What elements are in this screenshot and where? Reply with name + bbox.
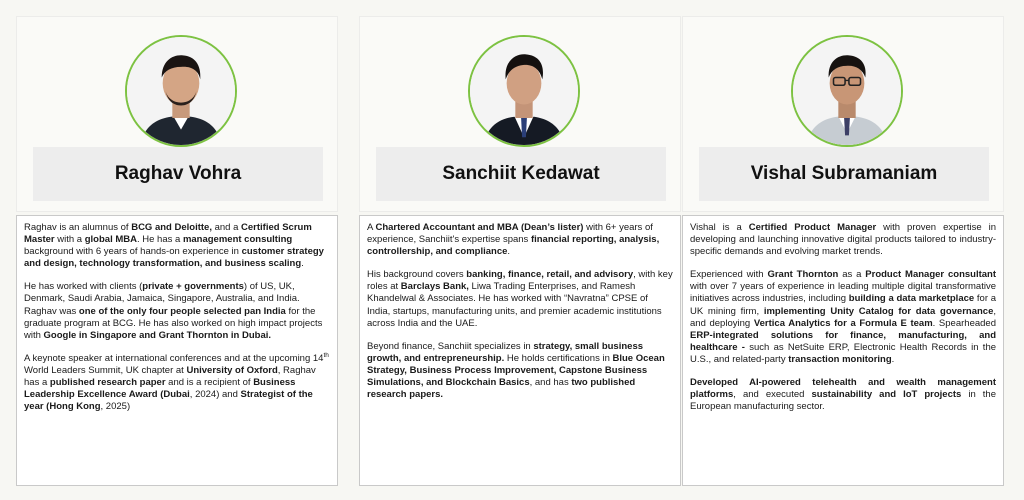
name-plate	[699, 147, 989, 201]
bio-text: , 2024) and	[189, 389, 241, 401]
bio-text: He has worked with clients (	[24, 281, 143, 293]
bio-text: .	[507, 246, 511, 258]
profile-header	[359, 16, 681, 212]
bio-paragraph	[24, 353, 330, 413]
bio-text: in the European manufacturing sector.	[690, 389, 996, 413]
bio-highlight: Google in Singapore and Grant Thornton in Dubai.	[43, 329, 272, 341]
bio-text: . Spearheaded	[932, 317, 996, 329]
bio-text: with proven expertise in developing and launching innovative digital products tailored to industry-specific demands and evolving market trends.	[690, 222, 996, 258]
bio-paragraph	[24, 222, 330, 270]
bio-paragraph	[690, 222, 996, 258]
profile-header	[682, 16, 1004, 212]
bio-highlight: Certified Product Manager	[748, 222, 877, 233]
bio-highlight: Grant Thornton	[767, 269, 839, 281]
bio-text: th	[323, 351, 329, 359]
bio-text: He holds certifications in	[504, 352, 613, 364]
bio-text: .	[891, 353, 895, 365]
bio-text: background with 6 years of hands-on experience in	[24, 246, 242, 258]
bio-text: World Leaders Summit, UK chapter at	[24, 364, 187, 376]
bio-text: Liwa Trading Enterprises, and Ramesh Khandelwal & Associates. He has worked with “Navratna” CPSE of India, startups, manufacturing units, and premier academic institutions across India and the UAE.	[367, 281, 662, 329]
bio-highlight: management consulting	[182, 234, 293, 246]
bio-highlight: Strategist of the year (Hong Kong	[24, 389, 313, 413]
bio-text: with 6+ years of experience, Sanchiit's expertise spans	[367, 222, 653, 246]
bio-highlight: two published research papers.	[367, 377, 636, 401]
bio-paragraph	[367, 222, 673, 258]
person-photo-icon	[127, 37, 235, 145]
avatar	[791, 35, 903, 147]
bio-highlight: private + governments	[142, 281, 244, 293]
bio-text: and is a recipient of	[165, 377, 254, 389]
bio-highlight: banking, finance, retail, and advisory	[466, 269, 634, 281]
bio-text: His background covers	[367, 269, 467, 281]
bio-paragraph	[367, 269, 673, 329]
profile-name: Sanchiit Kedawat	[442, 163, 600, 184]
profile-name: Vishal Subramaniam	[750, 163, 938, 184]
bio-highlight: ERP-integrated solutions for finance, manufacturing, and healthcare -	[690, 329, 996, 353]
bio-highlight: BCG and Deloitte,	[131, 222, 212, 233]
avatar	[468, 35, 580, 147]
bio-text: with a	[54, 234, 85, 246]
bio-text: for a UK mining firm,	[690, 293, 997, 317]
bio-highlight: Developed AI-powered telehealth and wealth management platforms	[690, 377, 996, 401]
bio-paragraph	[690, 269, 996, 366]
profile-card-vishal	[682, 16, 1004, 486]
profile-bio	[682, 215, 1004, 486]
avatar	[125, 35, 237, 147]
bio-highlight: one of the only four people selected pan India	[78, 305, 286, 317]
bio-text: , with key roles at	[367, 269, 673, 293]
profile-card-raghav	[16, 16, 338, 486]
bio-highlight: building a data marketplace	[848, 293, 975, 305]
bio-paragraph	[367, 341, 673, 401]
bio-text: , Raghav has a	[24, 364, 316, 389]
bio-highlight: customer strategy and design, technology transformation, and business scaling	[24, 246, 324, 270]
bio-highlight: published research paper	[49, 377, 166, 389]
person-photo-icon	[793, 37, 901, 145]
bio-highlight: transaction monitoring	[788, 353, 892, 365]
bio-text: and a	[211, 222, 242, 233]
bio-highlight: global MBA	[84, 234, 137, 246]
bio-text: ) of US, UK, Denmark, Saudi Arabia, Jamaica, Singapore, Australia, and India. Raghav was	[24, 281, 300, 317]
profile-name: Raghav Vohra	[114, 163, 242, 184]
bio-highlight: University of Oxford	[186, 364, 278, 376]
bio-highlight: Chartered Accountant and MBA (Dean’s lister)	[375, 222, 584, 233]
bio-text: .	[301, 258, 304, 270]
bio-text: Raghav is an alumnus of	[24, 222, 132, 233]
bio-highlight: Vertica Analytics for a Formula E team	[753, 317, 933, 329]
profile-bio	[16, 215, 338, 486]
bio-paragraph	[690, 377, 996, 413]
profile-bio	[359, 215, 681, 486]
bio-text: , and has	[529, 377, 572, 389]
profile-header	[16, 16, 338, 212]
bio-text: , 2025)	[100, 401, 131, 413]
bio-highlight: strategy, small business growth, and entrepreneurship.	[367, 340, 644, 364]
profile-card-sanchiit	[359, 16, 681, 486]
bio-highlight: implementing Unity Catalog for data governance	[763, 305, 994, 317]
bio-highlight: Barclays Bank,	[400, 281, 469, 293]
bio-text: . He has a	[136, 234, 183, 246]
bio-text: for the graduate program at BCG. He has also worked on high impact projects with	[24, 305, 323, 341]
name-plate	[376, 147, 666, 201]
bio-highlight: Product Manager consultant	[865, 269, 997, 281]
bio-highlight: financial reporting, analysis, controllership, and compliance	[367, 234, 660, 258]
bio-text: A keynote speaker at international conferences and at the upcoming 14	[24, 352, 324, 364]
bio-text: , and executed	[733, 389, 812, 401]
person-photo-icon	[470, 37, 578, 145]
bio-highlight: Business Leadership Excellence Award (Dubai	[24, 377, 296, 401]
bio-highlight: sustainability and IoT projects	[811, 389, 962, 401]
bio-text: , and deploying	[690, 305, 996, 329]
bio-text: A	[367, 222, 376, 233]
bio-text: with over 7 years of experience in leading multiple digital transformative initiatives across industries, including	[690, 281, 996, 305]
bio-text: such as NetSuite ERP, Electronic Health Records in the U.S., and related-party	[690, 341, 997, 365]
bio-highlight: Blue Ocean Strategy, Business Process Improvement, Capstone Business Simulations, and Blockchain Basics	[367, 352, 665, 389]
name-plate	[33, 147, 323, 201]
bio-text: Vishal is a	[690, 222, 749, 233]
bio-text: Experienced with	[690, 269, 768, 281]
bio-paragraph	[24, 281, 330, 341]
bio-highlight: Certified Scrum Master	[24, 222, 312, 246]
bio-text: as a	[838, 269, 866, 281]
bio-text: Beyond finance, Sanchiit specializes in	[367, 340, 534, 352]
